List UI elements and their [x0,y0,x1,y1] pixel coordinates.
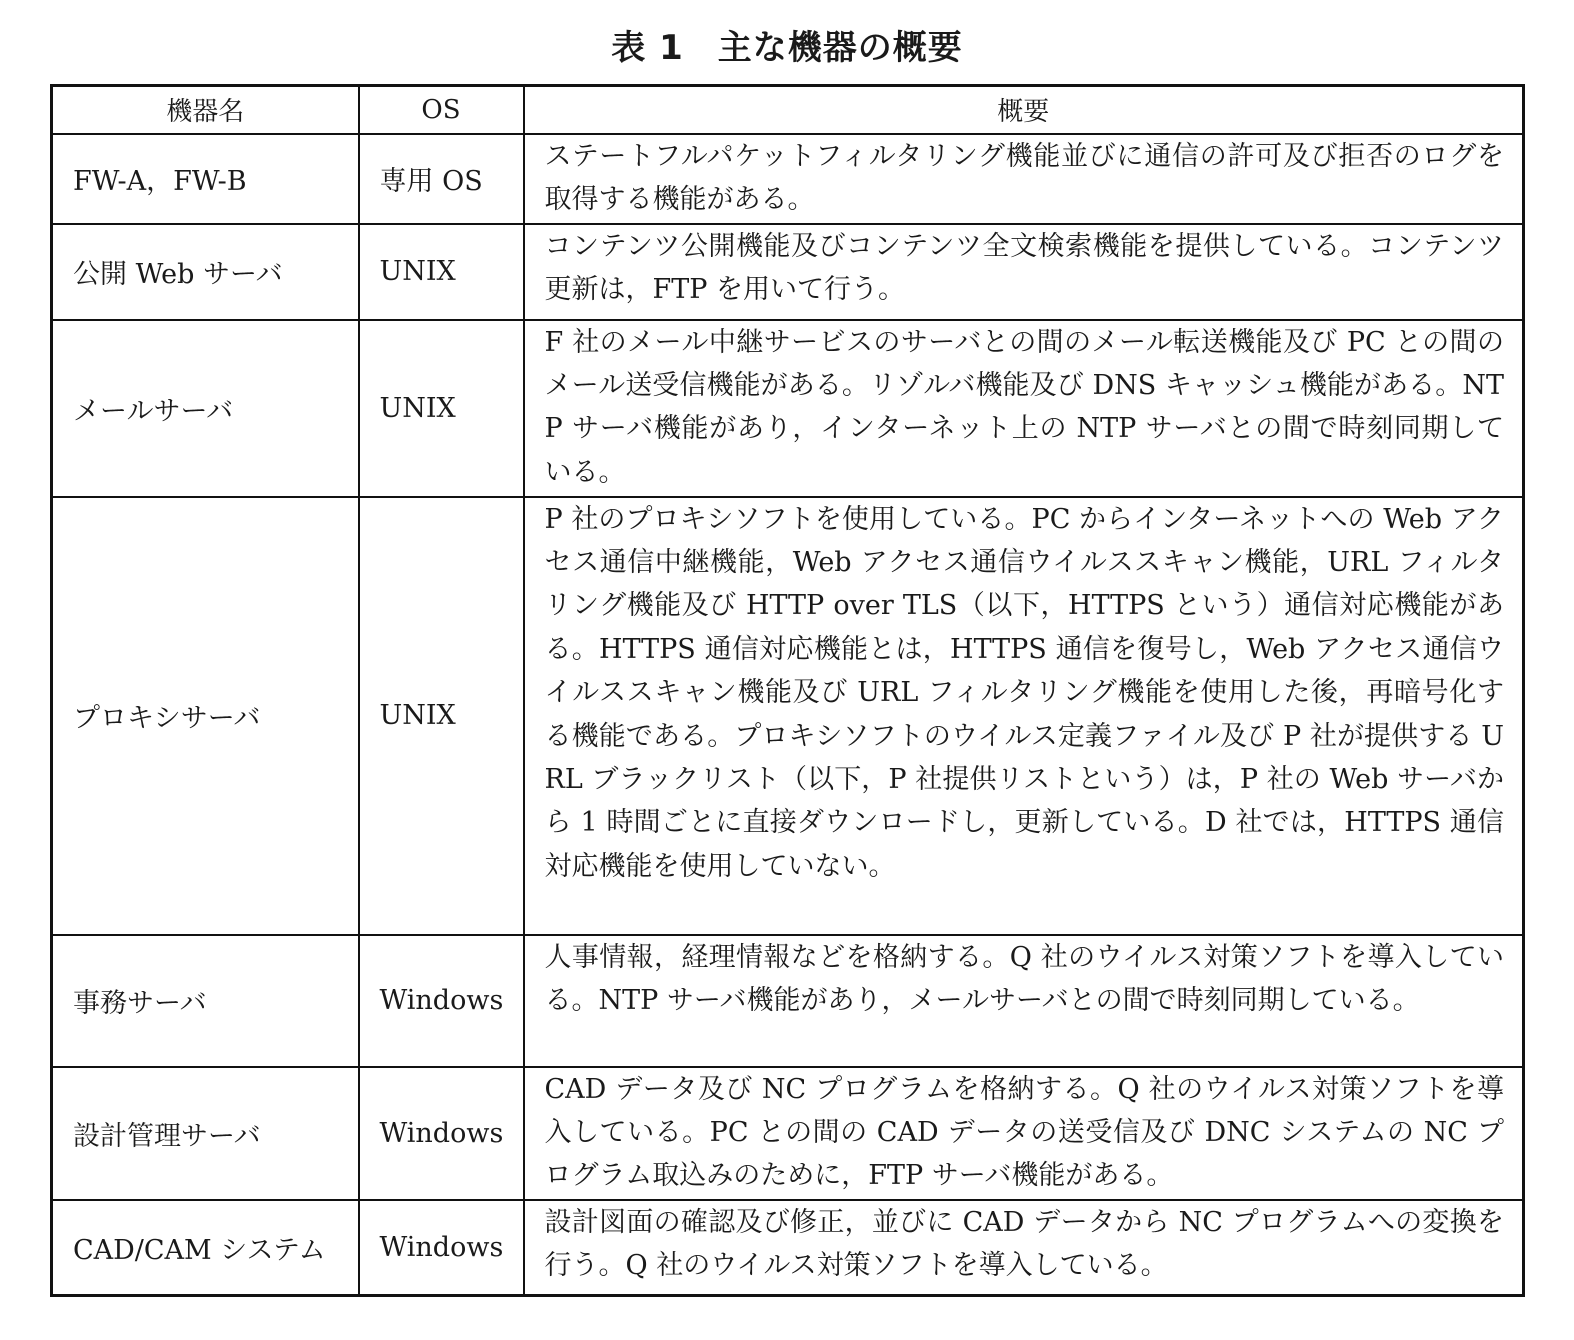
table-row [52,1067,1524,1200]
os-cell: 専用 OS [359,134,524,224]
summary-cell [524,224,1524,320]
table-row [52,935,1524,1067]
device-name-cell: 事務サーバ [52,935,359,1067]
header-device-name: 機器名 [52,86,359,134]
summary-text: P 社のプロキシソフトを使用している。PC からインターネットへの Web アクセス通信中継機能，Web アクセス通信ウイルススキャン機能，URL フィルタリング機能及び HTTP over TLS（以下，HTTPS という）通信対応機能がある。HTTPS 通信対応機能とは，HTTPS 通信を復号し，Web アクセス通信ウイルススキャン機能及び URL フィルタリング機能を使用した後，再暗号化する機能である。プロキシソフトのウイルス定義ファイル及び P 社が提供する URL ブラックリスト（以下，P 社提供リストという）は，P 社の Web サーバから 1 時間ごとに直接ダウンロードし，更新している。D 社では，HTTPS 通信対応機能を使用していない。 [544,503,1504,882]
caption-number: 表 1 [611,28,684,68]
summary-cell [524,320,1524,497]
summary-cell [524,1200,1524,1296]
summary-cell [524,497,1524,935]
table-row [52,224,1524,320]
table-row [52,1200,1524,1296]
os-cell: UNIX [359,497,524,935]
table-row [52,497,1524,935]
device-name-cell: 設計管理サーバ [52,1067,359,1200]
summary-text: CAD データ及び NC プログラムを格納する。Q 社のウイルス対策ソフトを導入している。PC との間の CAD データの送受信及び DNC システムの NC プログラム取込みのために，FTP サーバ機能がある。 [544,1073,1504,1192]
summary-cell [524,1067,1524,1200]
device-name-cell: プロキシサーバ [52,497,359,935]
os-cell: UNIX [359,224,524,320]
device-name-cell: 公開 Web サーバ [52,224,359,320]
summary-text: 設計図面の確認及び修正，並びに CAD データから NC プログラムへの変換を行う。Q 社のウイルス対策ソフトを導入している。 [544,1206,1504,1281]
summary-text: コンテンツ公開機能及びコンテンツ全文検索機能を提供している。コンテンツ更新は，FTP を用いて行う。 [544,230,1504,305]
table-row [52,320,1524,497]
summary-text: 人事情報，経理情報などを格納する。Q 社のウイルス対策ソフトを導入している。NTP サーバ機能があり，メールサーバとの間で時刻同期している。 [544,941,1504,1016]
os-cell: UNIX [359,320,524,497]
header-os: OS [359,86,524,134]
os-cell: Windows [359,935,524,1067]
summary-text: ステートフルパケットフィルタリング機能並びに通信の許可及び拒否のログを取得する機能がある。 [544,140,1504,215]
caption-title: 主な機器の概要 [717,28,963,68]
table-row [52,134,1524,224]
summary-cell [524,935,1524,1067]
table-caption [0,24,1574,72]
device-name-cell: CAD/CAM システム [52,1200,359,1296]
device-name-cell: FW-A，FW-B [52,134,359,224]
summary-text: F 社のメール中継サービスのサーバとの間のメール転送機能及び PC との間のメール送受信機能がある。リゾルバ機能及び DNS キャッシュ機能がある。NTP サーバ機能があり，インターネット上の NTP サーバとの間で時刻同期している。 [544,326,1504,488]
os-cell: Windows [359,1200,524,1296]
header-summary: 概要 [524,86,1524,134]
summary-cell [524,134,1524,224]
header-row [52,86,1524,134]
device-summary-table [50,84,1525,1297]
device-name-cell: メールサーバ [52,320,359,497]
os-cell: Windows [359,1067,524,1200]
